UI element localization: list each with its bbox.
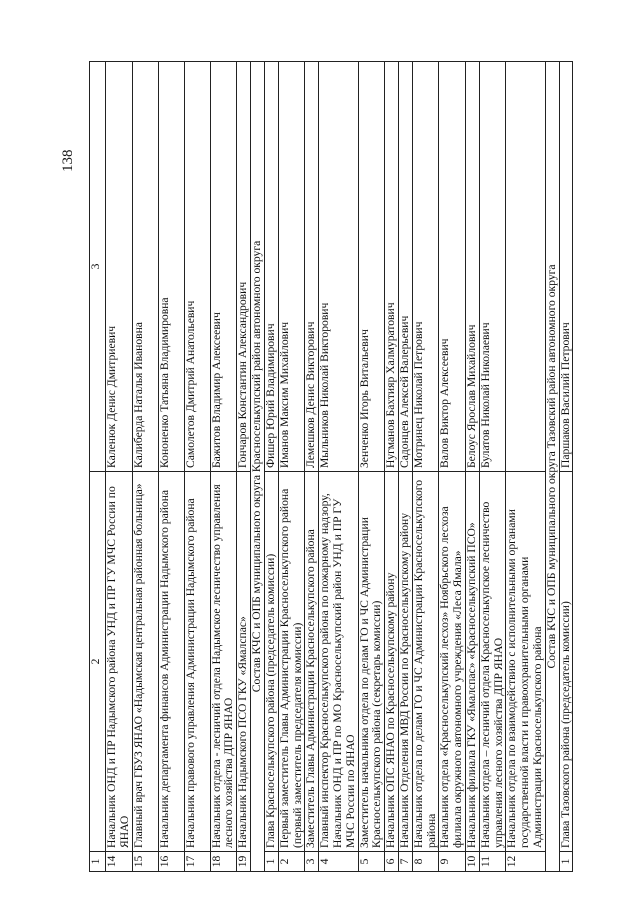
row-number: 12 — [506, 852, 545, 872]
row-position: Начальник Надымского ПСО ГКУ «Ямалспас» — [237, 472, 251, 852]
row-name: Мыльников Николай Викторович — [319, 62, 358, 472]
row-position: Начальник департамента финансов Администрации Надымского района — [158, 472, 184, 852]
row-number: 1 — [264, 852, 278, 872]
table-row — [398, 62, 412, 872]
section-heading-row — [251, 62, 265, 872]
row-number: 3 — [305, 852, 319, 872]
table-row — [158, 62, 184, 872]
row-position: Глава Тазовского района (председатель комиссии) — [559, 472, 573, 852]
row-name: Лемешков Денис Викторович — [305, 62, 319, 472]
row-name — [506, 62, 545, 472]
row-name: Гончаров Константин Александрович — [237, 62, 251, 472]
row-number: 11 — [479, 852, 506, 872]
row-name: Кононенко Татьяна Владимировна — [158, 62, 184, 472]
row-name: Каленюк Денис Дмитриевич — [106, 62, 133, 472]
table-row — [237, 62, 251, 872]
rotated-page — [89, 62, 604, 872]
table-header-row — [90, 62, 106, 872]
row-name: Булатов Николай Николаевич — [479, 62, 506, 472]
row-name: Садонцев Алексей Валерьевич — [398, 62, 412, 472]
row-number: 16 — [158, 852, 184, 872]
section-title: Состав КЧС и ОПБ муниципального округа Тазовский район автономного округа — [545, 62, 559, 872]
row-position: Начальник Отделения МВД России по Красноселькупскому району — [398, 472, 412, 852]
header-col-3: 3 — [90, 62, 106, 472]
table-row — [358, 62, 385, 872]
table-row — [479, 62, 506, 872]
row-number: 5 — [358, 852, 385, 872]
table-row — [465, 62, 479, 872]
table-row — [439, 62, 466, 872]
row-number: 7 — [398, 852, 412, 872]
row-position: Главный врач ГБУЗ ЯНАО «Надымская центральная районная больница» — [132, 472, 158, 852]
table-row — [412, 62, 439, 872]
row-name: Нугманов Бахтияр Халмуратович — [385, 62, 399, 472]
row-position: Начальник отдела по взаимодействию с исполнительными органами государственной власти и правоохранительными органами Администрации Красноселькупского района — [506, 472, 545, 852]
row-number: 6 — [385, 852, 399, 872]
row-position: Начальник правового управления Администрации Надымского района — [184, 472, 210, 852]
row-number: 15 — [132, 852, 158, 872]
table-row — [385, 62, 399, 872]
row-number: 1 — [559, 852, 573, 872]
section-title: Состав КЧС и ОПБ муниципального округа Красноселькупский район автономного округа — [251, 62, 265, 872]
row-position: Первый заместитель Главы Администрации Красноселькупского района (первый заместитель председателя комиссии) — [278, 472, 305, 852]
row-name: Паршаков Василий Петрович — [559, 62, 573, 472]
row-position: Глава Красноселькупского района (председатель комиссии) — [264, 472, 278, 852]
table-row — [210, 62, 237, 872]
row-number: 4 — [319, 852, 358, 872]
table-row — [305, 62, 319, 872]
row-number: 10 — [465, 852, 479, 872]
table-row — [132, 62, 158, 872]
table-row — [264, 62, 278, 872]
row-number: 9 — [439, 852, 466, 872]
row-name: Зенченко Игорь Витальевич — [358, 62, 385, 472]
table-row — [319, 62, 358, 872]
row-number: 14 — [106, 852, 133, 872]
row-name: Валов Виктор Алексеевич — [439, 62, 466, 472]
header-col-1: 1 — [90, 852, 106, 872]
table-row — [506, 62, 545, 872]
row-name: Иманов Максим Михайлович — [278, 62, 305, 472]
table-row — [184, 62, 210, 872]
row-name: Калиберда Наталья Ивановна — [132, 62, 158, 472]
row-number: 19 — [237, 852, 251, 872]
row-number: 2 — [278, 852, 305, 872]
row-position: Начальник отдела – лесничий отдела Красноселькупское лесничество управления лесного хозяйства ДПР ЯНАО — [479, 472, 506, 852]
row-position: Главный инспектор Красноселькупского района по пожарному надзору, Начальник ОНД и ПР по МО Красноселькупский район УНД и ПР ГУ МЧС России по ЯНАО — [319, 472, 358, 852]
row-number: 17 — [184, 852, 210, 872]
row-position: Начальник ОПС ЯНАО по Красноселькупскому району — [385, 472, 399, 852]
page-number: 138 — [60, 149, 76, 172]
row-position: Заместитель начальника отдела по делам ГО и ЧС Администрации Красноселькупского района (секретарь комиссии) — [358, 472, 385, 852]
header-col-2: 2 — [90, 472, 106, 852]
row-position: Начальник ОНД и ПР Надымского района УНД и ПР ГУ МЧС России по ЯНАО — [106, 472, 133, 852]
table-row — [106, 62, 133, 872]
commission-table — [89, 61, 573, 872]
row-position: Начальник отдела по делам ГО и ЧС Администрации Красноселькупского района — [412, 472, 439, 852]
row-name: Бажитов Владимир Алексеевич — [210, 62, 237, 472]
row-position: Начальник отдела «Красноселькупский лесхоз» Ноябрьского лесхоза филиала окружного автономного учреждения «Леса Ямала» — [439, 472, 466, 852]
table-row — [278, 62, 305, 872]
section-heading-row — [545, 62, 559, 872]
table-row — [559, 62, 573, 872]
row-name: Фишер Юрий Владимирович — [264, 62, 278, 472]
row-name: Белоус Ярослав Михайлович — [465, 62, 479, 472]
row-position: Начальник отдела - лесничий отдела Надымское лесничество управления лесного хозяйства ДПР ЯНАО — [210, 472, 237, 852]
row-number: 8 — [412, 852, 439, 872]
row-number: 18 — [210, 852, 237, 872]
row-position: Начальник филиала ГКУ «Ямалспас» «Красноселькупский ПСО» — [465, 472, 479, 852]
row-name: Мотринец Николай Петрович — [412, 62, 439, 472]
row-position: Заместитель Главы Администрации Красноселькупского района — [305, 472, 319, 852]
row-name: Самолетов Дмитрий Анатольевич — [184, 62, 210, 472]
